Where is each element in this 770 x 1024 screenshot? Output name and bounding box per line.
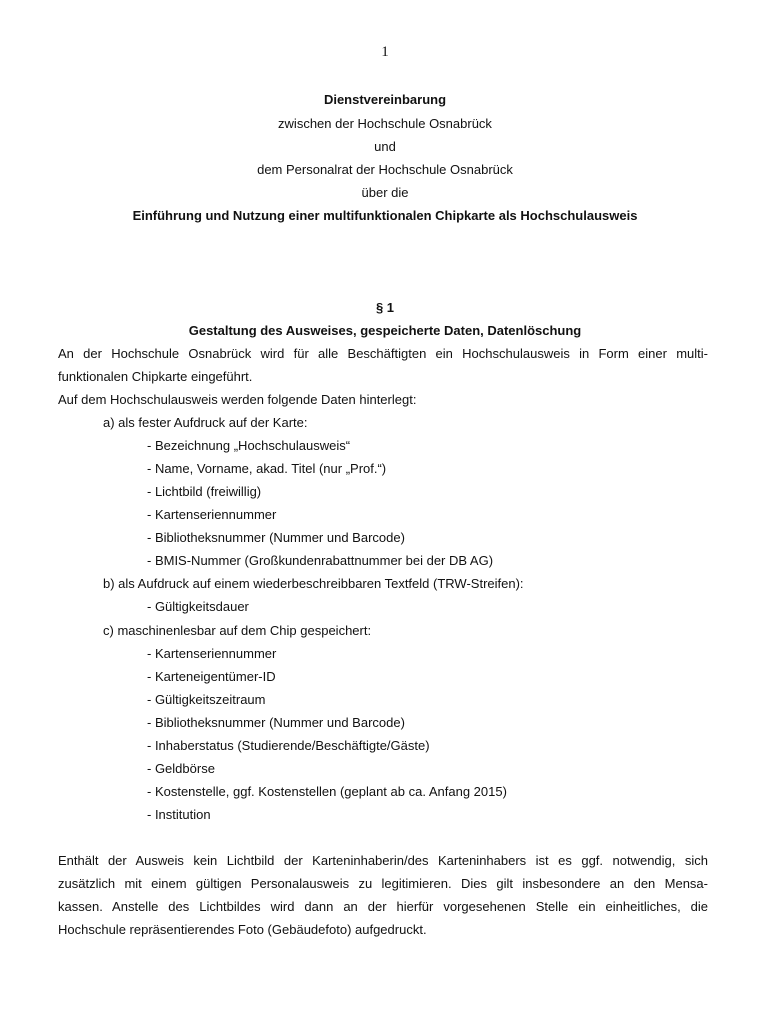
parties-line-1: zwischen der Hochschule Osnabrück [278, 116, 492, 131]
list-item: - Gültigkeitsdauer [147, 599, 249, 614]
group-a-label: a) als fester Aufdruck auf der Karte: [103, 415, 308, 430]
list-item: - BMIS-Nummer (Großkundenrabattnummer bei der DB AG) [147, 553, 494, 568]
list-item: - Gültigkeitszeitraum [147, 692, 266, 707]
parties-line-2: und [374, 139, 396, 154]
parties-line-4: über die [361, 185, 409, 200]
list-item: - Kartenseriennummer [147, 507, 277, 522]
page-number: 1 [381, 44, 389, 60]
list-item: - Lichtbild (freiwillig) [147, 484, 262, 499]
list-item: - Kartenseriennummer [147, 646, 277, 661]
list-item: - Name, Vorname, akad. Titel (nur „Prof.“) [147, 461, 387, 476]
intro-paragraph-2: Auf dem Hochschulausweis werden folgende Daten hinterlegt: [58, 392, 417, 407]
group-b-label: b) als Aufdruck auf einem wiederbeschreibbaren Textfeld (TRW-Streifen): [103, 576, 524, 591]
group-c-label: c) maschinenlesbar auf dem Chip gespeichert: [103, 623, 372, 638]
section-title: Gestaltung des Ausweises, gespeicherte Daten, Datenlöschung [188, 323, 582, 338]
parties-line-3: dem Personalrat der Hochschule Osnabrück [257, 162, 513, 177]
document-title: Dienstvereinbarung [323, 92, 447, 107]
list-item: - Bibliotheksnummer (Nummer und Barcode) [147, 530, 405, 545]
list-item: - Institution [147, 807, 211, 822]
intro-paragraph-line-2: funktionalen Chipkarte eingeführt. [58, 369, 253, 384]
document-subject: Einführung und Nutzung einer multifunktionalen Chipkarte als Hochschulausweis [132, 208, 638, 223]
closing-paragraph-line-4: Hochschule repräsentierendes Foto (Gebäudefoto) aufgedruckt. [58, 922, 427, 937]
section-number: § 1 [375, 300, 395, 315]
list-item: - Bibliotheksnummer (Nummer und Barcode) [147, 715, 405, 730]
list-item: - Inhaberstatus (Studierende/Beschäftigte/Gäste) [147, 738, 430, 753]
list-item: - Karteneigentümer-ID [147, 669, 276, 684]
list-item: - Bezeichnung „Hochschulausweis“ [147, 438, 351, 453]
closing-paragraph-line-1: Enthält der Ausweis kein Lichtbild der Karteninhaberin/des Karteninhabers ist es ggf. notwendig, sich [58, 853, 708, 868]
closing-paragraph-line-2: zusätzlich mit einem gültigen Personalausweis zu legitimieren. Dies gilt insbesondere an den Mensa- [58, 876, 708, 891]
closing-paragraph-line-3: kassen. Anstelle des Lichtbildes wird dann an der hierfür vorgesehenen Stelle ein einheitliches, die [58, 899, 708, 914]
list-item: - Kostenstelle, ggf. Kostenstellen (geplant ab ca. Anfang 2015) [147, 784, 507, 799]
intro-paragraph-line-1: An der Hochschule Osnabrück wird für alle Beschäftigten ein Hochschulausweis in Form einer multi- [58, 346, 708, 361]
list-item: - Geldbörse [147, 761, 215, 776]
